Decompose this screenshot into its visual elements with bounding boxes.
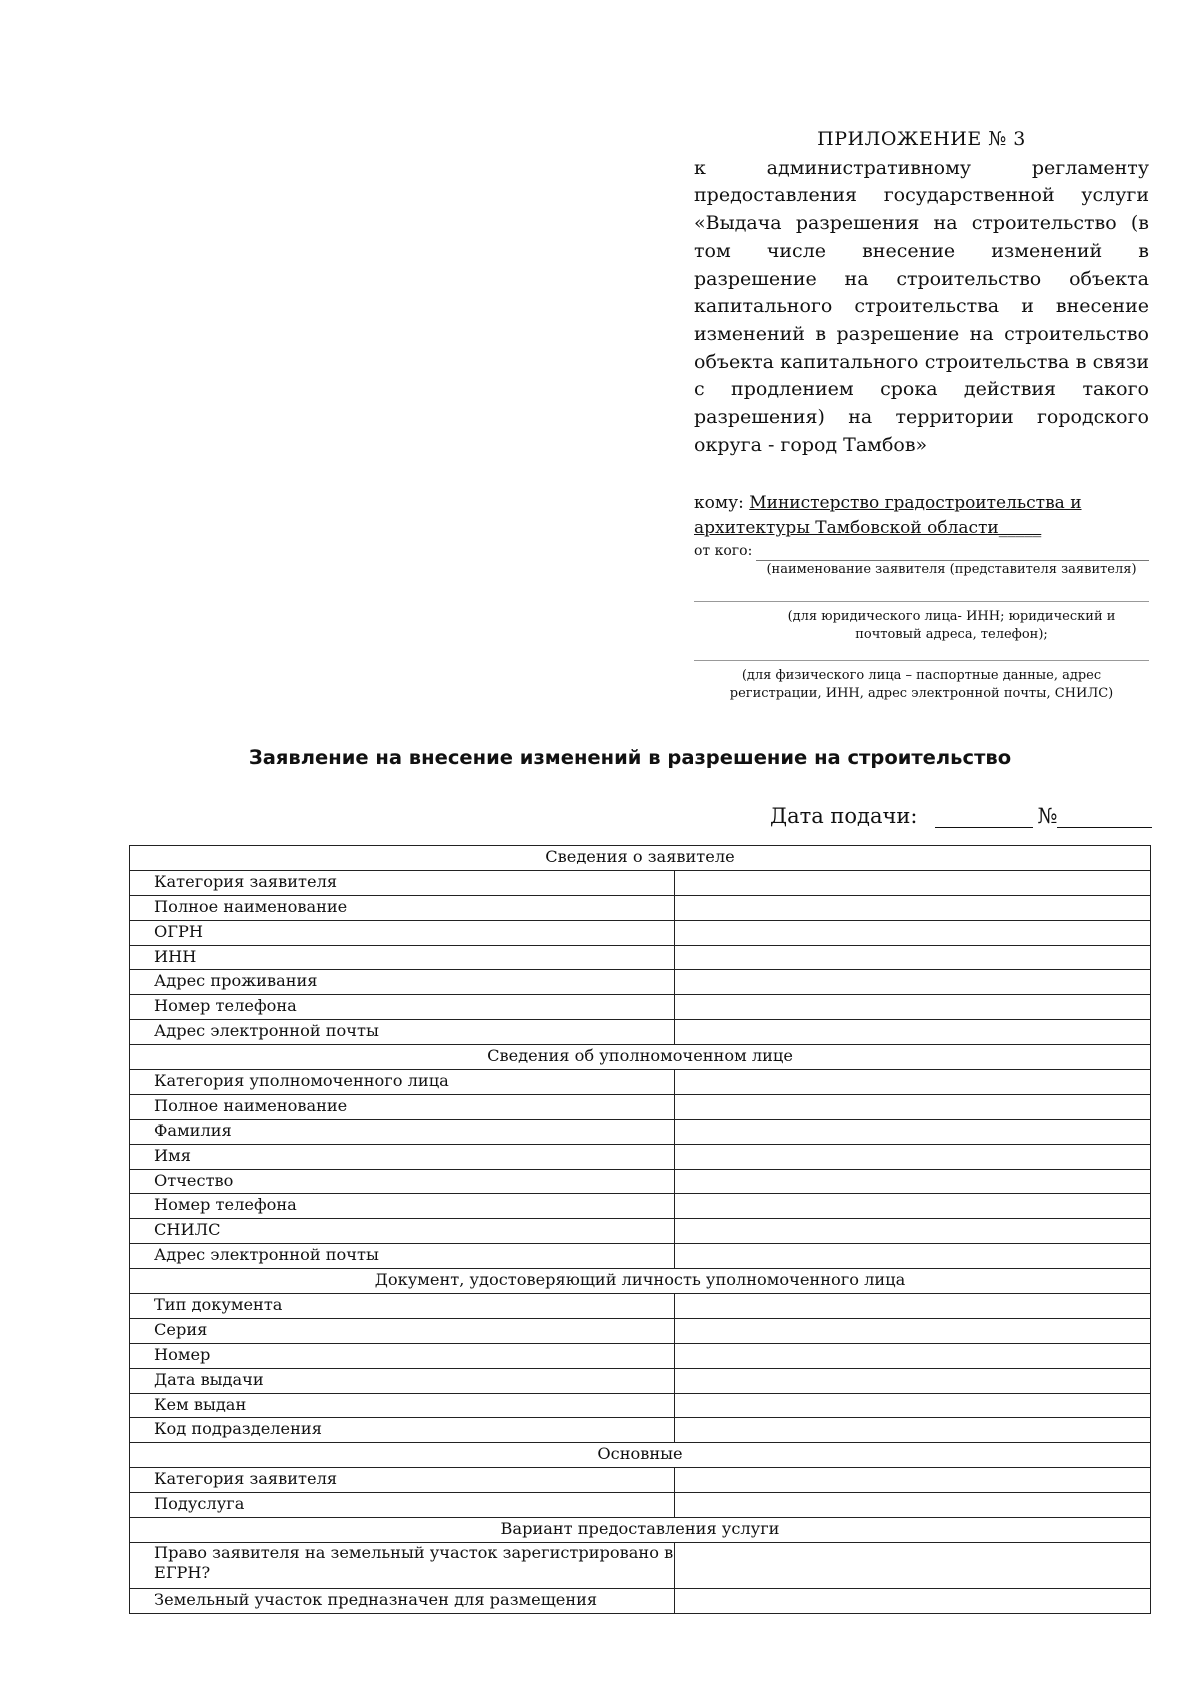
table-row bbox=[130, 1094, 1151, 1119]
section-title: Основные bbox=[130, 1443, 1151, 1468]
row-value-cell[interactable] bbox=[675, 1588, 1151, 1613]
row-value-cell[interactable] bbox=[675, 1020, 1151, 1045]
row-label: Код подразделения bbox=[130, 1418, 675, 1443]
row-label: Имя bbox=[130, 1144, 675, 1169]
appendix-title: ПРИЛОЖЕНИЕ № 3 bbox=[817, 128, 1026, 150]
section-title: Сведения о заявителе bbox=[130, 846, 1151, 871]
row-value-cell[interactable] bbox=[675, 945, 1151, 970]
table-row bbox=[130, 945, 1151, 970]
row-label: Кем выдан bbox=[130, 1393, 675, 1418]
row-label: Фамилия bbox=[130, 1119, 675, 1144]
row-value-cell[interactable] bbox=[675, 1493, 1151, 1518]
date-row bbox=[770, 804, 1152, 828]
row-label: Подуслуга bbox=[130, 1493, 675, 1518]
to-label: кому: bbox=[694, 493, 744, 513]
table-row bbox=[130, 995, 1151, 1020]
row-value-cell[interactable] bbox=[675, 1393, 1151, 1418]
number-blank bbox=[1057, 807, 1152, 828]
row-value-cell[interactable] bbox=[675, 1294, 1151, 1319]
section-title: Документ, удостоверяющий личность уполномоченного лица bbox=[130, 1269, 1151, 1294]
row-value-cell[interactable] bbox=[675, 970, 1151, 995]
section-row bbox=[130, 1443, 1151, 1468]
blank-line-legal bbox=[694, 589, 1149, 602]
row-label: Дата выдачи bbox=[130, 1368, 675, 1393]
row-label: Номер телефона bbox=[130, 1194, 675, 1219]
row-label: Земельный участок предназначен для размещения bbox=[130, 1588, 675, 1613]
table-row bbox=[130, 1144, 1151, 1169]
table-row bbox=[130, 1468, 1151, 1493]
row-label: Полное наименование bbox=[130, 895, 675, 920]
table-row bbox=[130, 1368, 1151, 1393]
row-value-cell[interactable] bbox=[675, 920, 1151, 945]
table-row bbox=[130, 895, 1151, 920]
date-label: Дата подачи: bbox=[770, 804, 918, 828]
row-label: Категория заявителя bbox=[130, 870, 675, 895]
row-value-cell[interactable] bbox=[675, 1244, 1151, 1269]
to-line bbox=[694, 491, 1149, 541]
section-title: Вариант предоставления услуги bbox=[130, 1518, 1151, 1543]
hint-legal: (для юридического лица- ИНН; юридический и почтовый адреса, телефон); bbox=[787, 609, 1116, 642]
table-row bbox=[130, 1219, 1151, 1244]
row-value-cell[interactable] bbox=[675, 995, 1151, 1020]
row-label: Номер телефона bbox=[130, 995, 675, 1020]
table-row bbox=[130, 1393, 1151, 1418]
row-label: Адрес электронной почты bbox=[130, 1020, 675, 1045]
row-value-cell[interactable] bbox=[675, 1468, 1151, 1493]
row-label: Серия bbox=[130, 1318, 675, 1343]
from-label: от кого: bbox=[694, 543, 753, 559]
table-row bbox=[130, 1244, 1151, 1269]
row-value-cell[interactable] bbox=[675, 1542, 1151, 1588]
row-label: Адрес электронной почты bbox=[130, 1244, 675, 1269]
addressee-block bbox=[694, 491, 1149, 703]
table-row bbox=[130, 1119, 1151, 1144]
table-row bbox=[130, 1294, 1151, 1319]
table-row bbox=[130, 1070, 1151, 1095]
to-value: Министерство градостроительства и архитектуры Тамбовской области_____ bbox=[694, 493, 1082, 538]
table-row bbox=[130, 1194, 1151, 1219]
section-row bbox=[130, 846, 1151, 871]
row-label: ИНН bbox=[130, 945, 675, 970]
row-value-cell[interactable] bbox=[675, 1318, 1151, 1343]
table-row bbox=[130, 1169, 1151, 1194]
blank-line-individual bbox=[694, 648, 1149, 661]
table-row bbox=[130, 870, 1151, 895]
row-label: Право заявителя на земельный участок зарегистрировано в ЕГРН? bbox=[130, 1542, 675, 1588]
appendix-block bbox=[694, 126, 1149, 459]
row-label: ОГРН bbox=[130, 920, 675, 945]
date-blank bbox=[935, 807, 1033, 828]
table-row bbox=[130, 1588, 1151, 1613]
row-value-cell[interactable] bbox=[675, 1144, 1151, 1169]
section-row bbox=[130, 1269, 1151, 1294]
row-value-cell[interactable] bbox=[675, 1094, 1151, 1119]
table-row bbox=[130, 920, 1151, 945]
section-row bbox=[130, 1045, 1151, 1070]
number-label: № bbox=[1037, 804, 1058, 828]
row-label: СНИЛС bbox=[130, 1219, 675, 1244]
row-value-cell[interactable] bbox=[675, 1169, 1151, 1194]
row-value-cell[interactable] bbox=[675, 1070, 1151, 1095]
from-line bbox=[694, 541, 1149, 561]
table-row bbox=[130, 1343, 1151, 1368]
row-label: Адрес проживания bbox=[130, 970, 675, 995]
table-row bbox=[130, 1418, 1151, 1443]
row-label: Полное наименование bbox=[130, 1094, 675, 1119]
row-value-cell[interactable] bbox=[675, 1219, 1151, 1244]
table-row bbox=[130, 1542, 1151, 1588]
document-title: Заявление на внесение изменений в разрешение на строительство bbox=[248, 746, 1012, 769]
section-title: Сведения об уполномоченном лице bbox=[130, 1045, 1151, 1070]
row-value-cell[interactable] bbox=[675, 1119, 1151, 1144]
hint-individual: (для физического лица – паспортные данные, адрес регистрации, ИНН, адрес электронной почты, СНИЛС) bbox=[729, 668, 1114, 701]
section-row bbox=[130, 1518, 1151, 1543]
row-label: Категория заявителя bbox=[130, 1468, 675, 1493]
table-row bbox=[130, 1318, 1151, 1343]
row-label: Отчество bbox=[130, 1169, 675, 1194]
row-value-cell[interactable] bbox=[675, 1343, 1151, 1368]
row-value-cell[interactable] bbox=[675, 1418, 1151, 1443]
table-row bbox=[130, 1493, 1151, 1518]
row-value-cell[interactable] bbox=[675, 1194, 1151, 1219]
table-row bbox=[130, 970, 1151, 995]
table-row bbox=[130, 1020, 1151, 1045]
hint-applicant: (наименование заявителя (представителя заявителя) bbox=[766, 562, 1137, 577]
row-value-cell[interactable] bbox=[675, 895, 1151, 920]
application-table bbox=[129, 845, 1151, 1614]
row-label: Тип документа bbox=[130, 1294, 675, 1319]
row-value-cell[interactable] bbox=[675, 1368, 1151, 1393]
appendix-text: к административному регламенту предоставления государственной услуги «Выдача разрешения на строительство (в том числе внесение изменений в разрешение на строительство объекта капитального строительства и внесение изменений в разрешение на строительство объекта капитального строительства в связи с продлением срока действия такого разрешения) на территории городского округа - город Тамбов» bbox=[694, 156, 1149, 456]
row-label: Номер bbox=[130, 1343, 675, 1368]
row-label: Категория уполномоченного лица bbox=[130, 1070, 675, 1095]
row-value-cell[interactable] bbox=[675, 870, 1151, 895]
from-blank bbox=[756, 546, 1149, 561]
